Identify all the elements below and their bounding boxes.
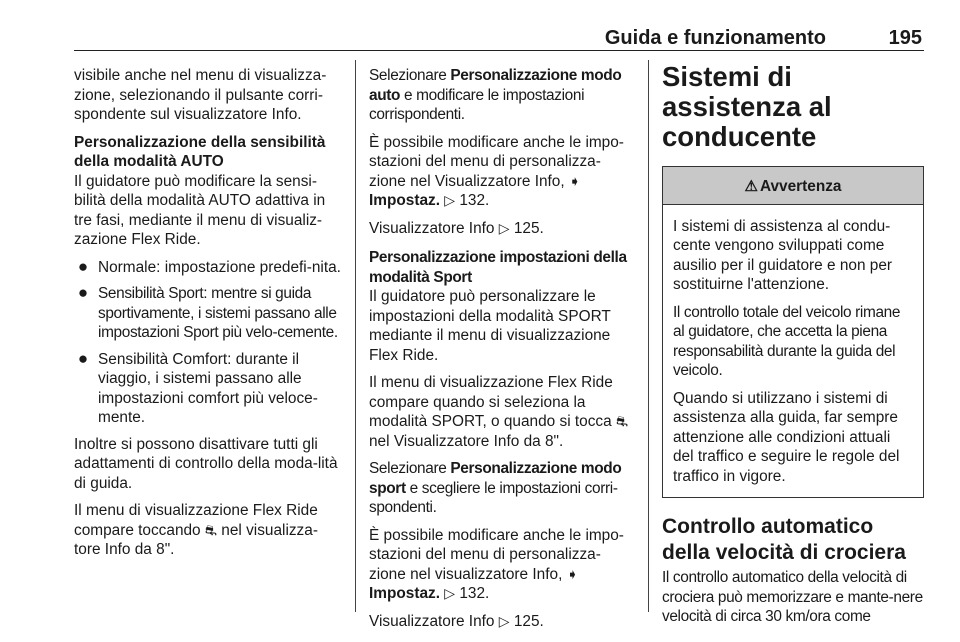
- body-paragraph: Il controllo automatico della velocità di crociera può memorizzare e mante-nere velocità di circa 30 km/ora come: [662, 569, 923, 625]
- page-ref-icon: ▷: [444, 585, 456, 601]
- chapter-title: Guida e funzionamento: [604, 27, 826, 49]
- arrow-icon: ➧: [568, 172, 581, 189]
- page-ref-icon: ▷: [498, 612, 510, 629]
- body-paragraph: È possibile modificare anche le impo-stazioni del menu di personalizza-zione nel visualizzatore Info, ➧ Impostaz. ▷ 132.: [369, 526, 624, 602]
- bullet-icon: ●: [77, 256, 89, 276]
- bullet-icon: ●: [77, 348, 89, 368]
- bullet-list: [74, 258, 342, 428]
- page-ref-icon: ▷: [444, 192, 456, 208]
- warning-icon: ⚠: [744, 178, 758, 195]
- column-divider: [355, 60, 356, 612]
- column-left: [74, 66, 342, 568]
- body-paragraph: Selezionare Personalizzazione modo auto e modificare le impostazioni corrispondenti.: [369, 67, 622, 123]
- warning-box: [662, 166, 924, 498]
- list-item: ● Sensibilità Sport: mentre si guida sportivamente, i sistemi passano alle impostazioni Sport più velo-cemente.: [77, 283, 338, 341]
- body-paragraph: Il guidatore può modificare la sensi-bilità della modalità AUTO adattiva in tre fasi, mediante il menu di visualiz-zazione Flex Ride.: [74, 172, 326, 248]
- body-paragraph: Il menu di visualizzazione Flex Ride compare quando si seleziona la modalità SPORT, o quando si tocca ⛐ nel Visualizzatore Info da 8".: [369, 374, 629, 450]
- body-paragraph: Visualizzatore Info ▷ 125.: [369, 612, 544, 630]
- subsection-title: Controllo automatico della velocità di crociera: [662, 515, 906, 564]
- section-heading: Personalizzazione della sensibilità della modalità AUTO: [74, 133, 326, 170]
- body-paragraph: Selezionare Personalizzazione modo sport e scegliere le impostazioni corri-spondenti.: [369, 460, 622, 516]
- bullet-icon: ●: [77, 283, 89, 302]
- warning-paragraph: I sistemi di assistenza al condu-cente vengono sviluppati come ausilio per il guidatore e non per sostituirne l'attenzione.: [673, 217, 893, 293]
- page-ref-icon: ▷: [498, 219, 510, 236]
- column-right: [662, 62, 924, 635]
- warning-paragraph: Quando si utilizzano i sistemi di assistenza alla guida, far sempre attenzione alle condizioni attuali del traffico e seguire le regole del traffico in vigore.: [673, 389, 900, 485]
- body-paragraph: Inoltre si possono disattivare tutti gli adattamenti di controllo della moda-lità di guida.: [74, 435, 338, 492]
- page-number: 195: [888, 27, 922, 49]
- intro-paragraph: visibile anche nel menu di visualizza-zione, selezionando il pulsante corri-spondente sul visualizzatore Info.: [74, 67, 327, 123]
- list-item: ● Normale: impostazione predefi-nita.: [77, 256, 341, 276]
- column-divider: [648, 60, 649, 612]
- body-paragraph: Visualizzatore Info ▷ 125.: [369, 219, 544, 237]
- drive-mode-icon: ⛐: [204, 521, 217, 538]
- list-item: ● Sensibilità Comfort: durante il viaggio, i sistemi passano alle impostazioni comfort più veloce-mente.: [77, 348, 318, 426]
- section-title: Sistemi di assistenza al conducente: [662, 61, 832, 152]
- column-middle: [369, 66, 631, 639]
- warning-body: [663, 205, 923, 498]
- arrow-icon: ➧: [566, 565, 579, 582]
- body-paragraph: Il menu di visualizzazione Flex Ride compare toccando ⛐ nel visualizza-tore Info da 8".: [74, 502, 318, 558]
- body-paragraph: Il guidatore può personalizzare le impostazioni della modalità SPORT mediante il menu di visualizzazione Flex Ride.: [369, 288, 611, 364]
- page-header: [74, 22, 924, 51]
- body-paragraph: È possibile modificare anche le impo-stazioni del menu di personalizza-zione nel Visualizzatore Info, ➧ Impostaz. ▷ 132.: [369, 133, 624, 209]
- warning-header: ⚠ Avvertenza: [663, 167, 923, 205]
- drive-mode-icon: ⛐: [615, 413, 629, 429]
- warning-paragraph: Il controllo totale del veicolo rimane al guidatore, che accetta la piena responsabilità durante la guida del veicolo.: [673, 303, 901, 379]
- section-heading: Personalizzazione impostazioni della modalità Sport: [369, 249, 627, 286]
